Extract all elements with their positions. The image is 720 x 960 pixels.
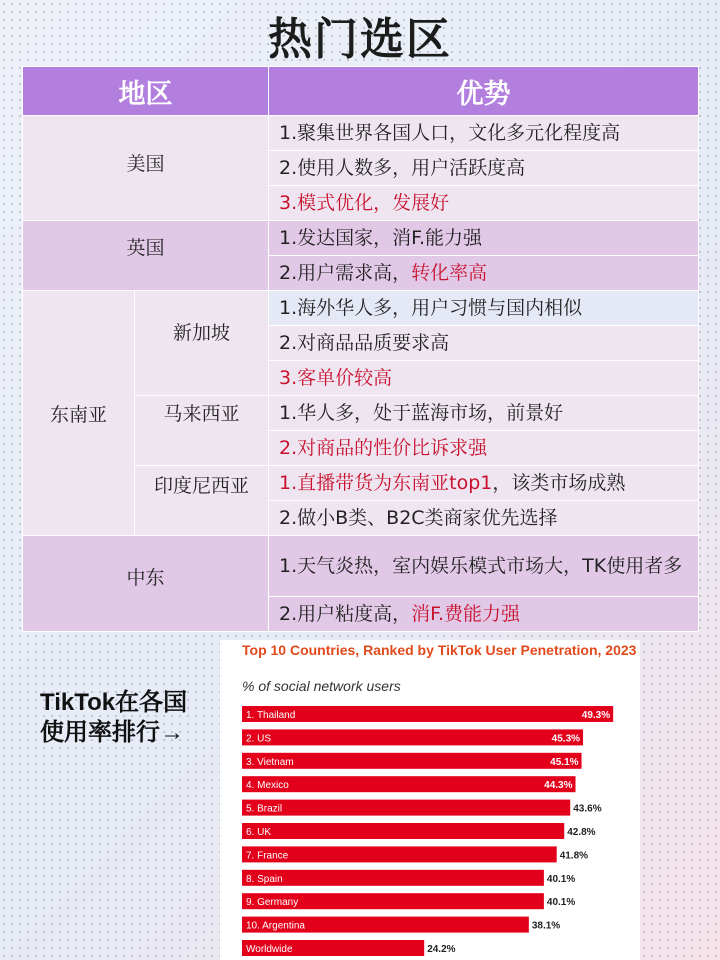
page-title: 热门选区 (268, 14, 452, 65)
table-row (23, 291, 699, 326)
chart-category-label: 4. Mexico (246, 780, 289, 792)
region-uk: 英国 (23, 221, 269, 291)
tiktok-penetration-chart (220, 640, 640, 960)
chart-bar (242, 823, 564, 839)
advantage-highlight: 1.直播带货为东南亚top1 (279, 472, 493, 494)
advantage-text: 2.用户需求高， (279, 262, 412, 284)
chart-category-label: 7. France (246, 850, 289, 862)
header-advantage: 优势 (269, 67, 699, 116)
advantage-cell-highlight: 2.对商品的性价比诉求强 (269, 431, 699, 466)
chart-bar (242, 706, 613, 722)
advantage-highlight: 转化率高 (411, 262, 488, 284)
region-middle-east: 中东 (23, 536, 269, 632)
chart-bar (242, 800, 570, 816)
advantage-cell (269, 597, 699, 632)
advantage-highlight: 消F.费能力强 (411, 603, 521, 625)
advantage-cell-highlight: 3.模式优化，发展好 (269, 186, 699, 221)
chart-value-label: 43.6% (573, 803, 602, 815)
chart-value-label: 42.8% (567, 827, 596, 838)
chart-value-label: 38.1% (531, 920, 561, 932)
advantage-cell (269, 466, 699, 501)
advantage-cell: 1.聚集世界各国人口，文化多元化程度高 (269, 116, 699, 151)
chart-value-label: 45.1% (550, 756, 579, 768)
advantage-cell: 1.天气炎热，室内娱乐模式市场大，TK使用者多 (269, 536, 699, 597)
region-sea: 东南亚 (23, 291, 135, 536)
chart-title: Top 10 Countries, Ranked by TikTok User Penetration, 2023 (242, 642, 637, 658)
chart-category-label: 9. Germany (246, 897, 299, 909)
advantage-text: ，该类市场成熟 (492, 472, 626, 494)
note-line: TikTok在各国 (40, 689, 188, 716)
advantage-cell: 1.发达国家，消F.能力强 (269, 221, 699, 256)
advantage-cell (269, 256, 699, 291)
chart-value-label: 41.8% (559, 850, 589, 862)
chart-category-label: 3. Vietnam (246, 756, 294, 768)
chart-subtitle: % of social network users (242, 678, 401, 694)
chart-pointer-note (40, 688, 230, 748)
chart-svg (220, 640, 640, 960)
chart-value-label: 44.3% (544, 780, 573, 792)
chart-category-label: 6. UK (246, 827, 272, 838)
advantage-cell: 2.做小B类、B2C类商家优先选择 (269, 501, 699, 536)
chart-category-label: 2. US (246, 733, 272, 745)
chart-bar (242, 729, 583, 745)
chart-value-label: 40.1% (546, 897, 576, 909)
chart-category-label: 5. Brazil (246, 803, 283, 815)
chart-bar (242, 846, 557, 862)
table-row (23, 116, 699, 151)
subregion-singapore: 新加坡 (135, 291, 269, 396)
chart-category-label: 10. Argentina (246, 920, 305, 932)
note-line: 使用率排行→ (40, 719, 184, 746)
chart-value-label: 24.2% (427, 944, 456, 955)
chart-bar (242, 776, 576, 792)
advantage-cell: 1.华人多，处于蓝海市场，前景好 (269, 396, 699, 431)
table-header-row (23, 67, 699, 116)
region-us: 美国 (23, 116, 269, 221)
header-region: 地区 (23, 67, 269, 116)
chart-value-label: 45.3% (551, 733, 581, 745)
advantage-text: 2.用户粘度高， (279, 603, 412, 625)
chart-category-label: 1. Thailand (246, 710, 296, 721)
advantage-cell-highlight: 3.客单价较高 (269, 361, 699, 396)
advantage-cell: 2.对商品品质要求高 (269, 326, 699, 361)
subregion-indonesia: 印度尼西亚 (135, 466, 269, 536)
chart-category-label: 8. Spain (246, 873, 283, 885)
advantage-cell: 2.使用人数多，用户活跃度高 (269, 151, 699, 186)
chart-bar (242, 870, 544, 886)
table-row (23, 536, 699, 597)
advantage-cell: 1.海外华人多，用户习惯与国内相似 (269, 291, 699, 326)
chart-value-label: 40.1% (546, 873, 576, 885)
chart-value-label: 49.3% (581, 710, 611, 721)
subregion-malaysia: 马来西亚 (135, 396, 269, 466)
regions-table (22, 66, 699, 632)
chart-category-label: Worldwide (246, 944, 293, 955)
table-row (23, 221, 699, 256)
